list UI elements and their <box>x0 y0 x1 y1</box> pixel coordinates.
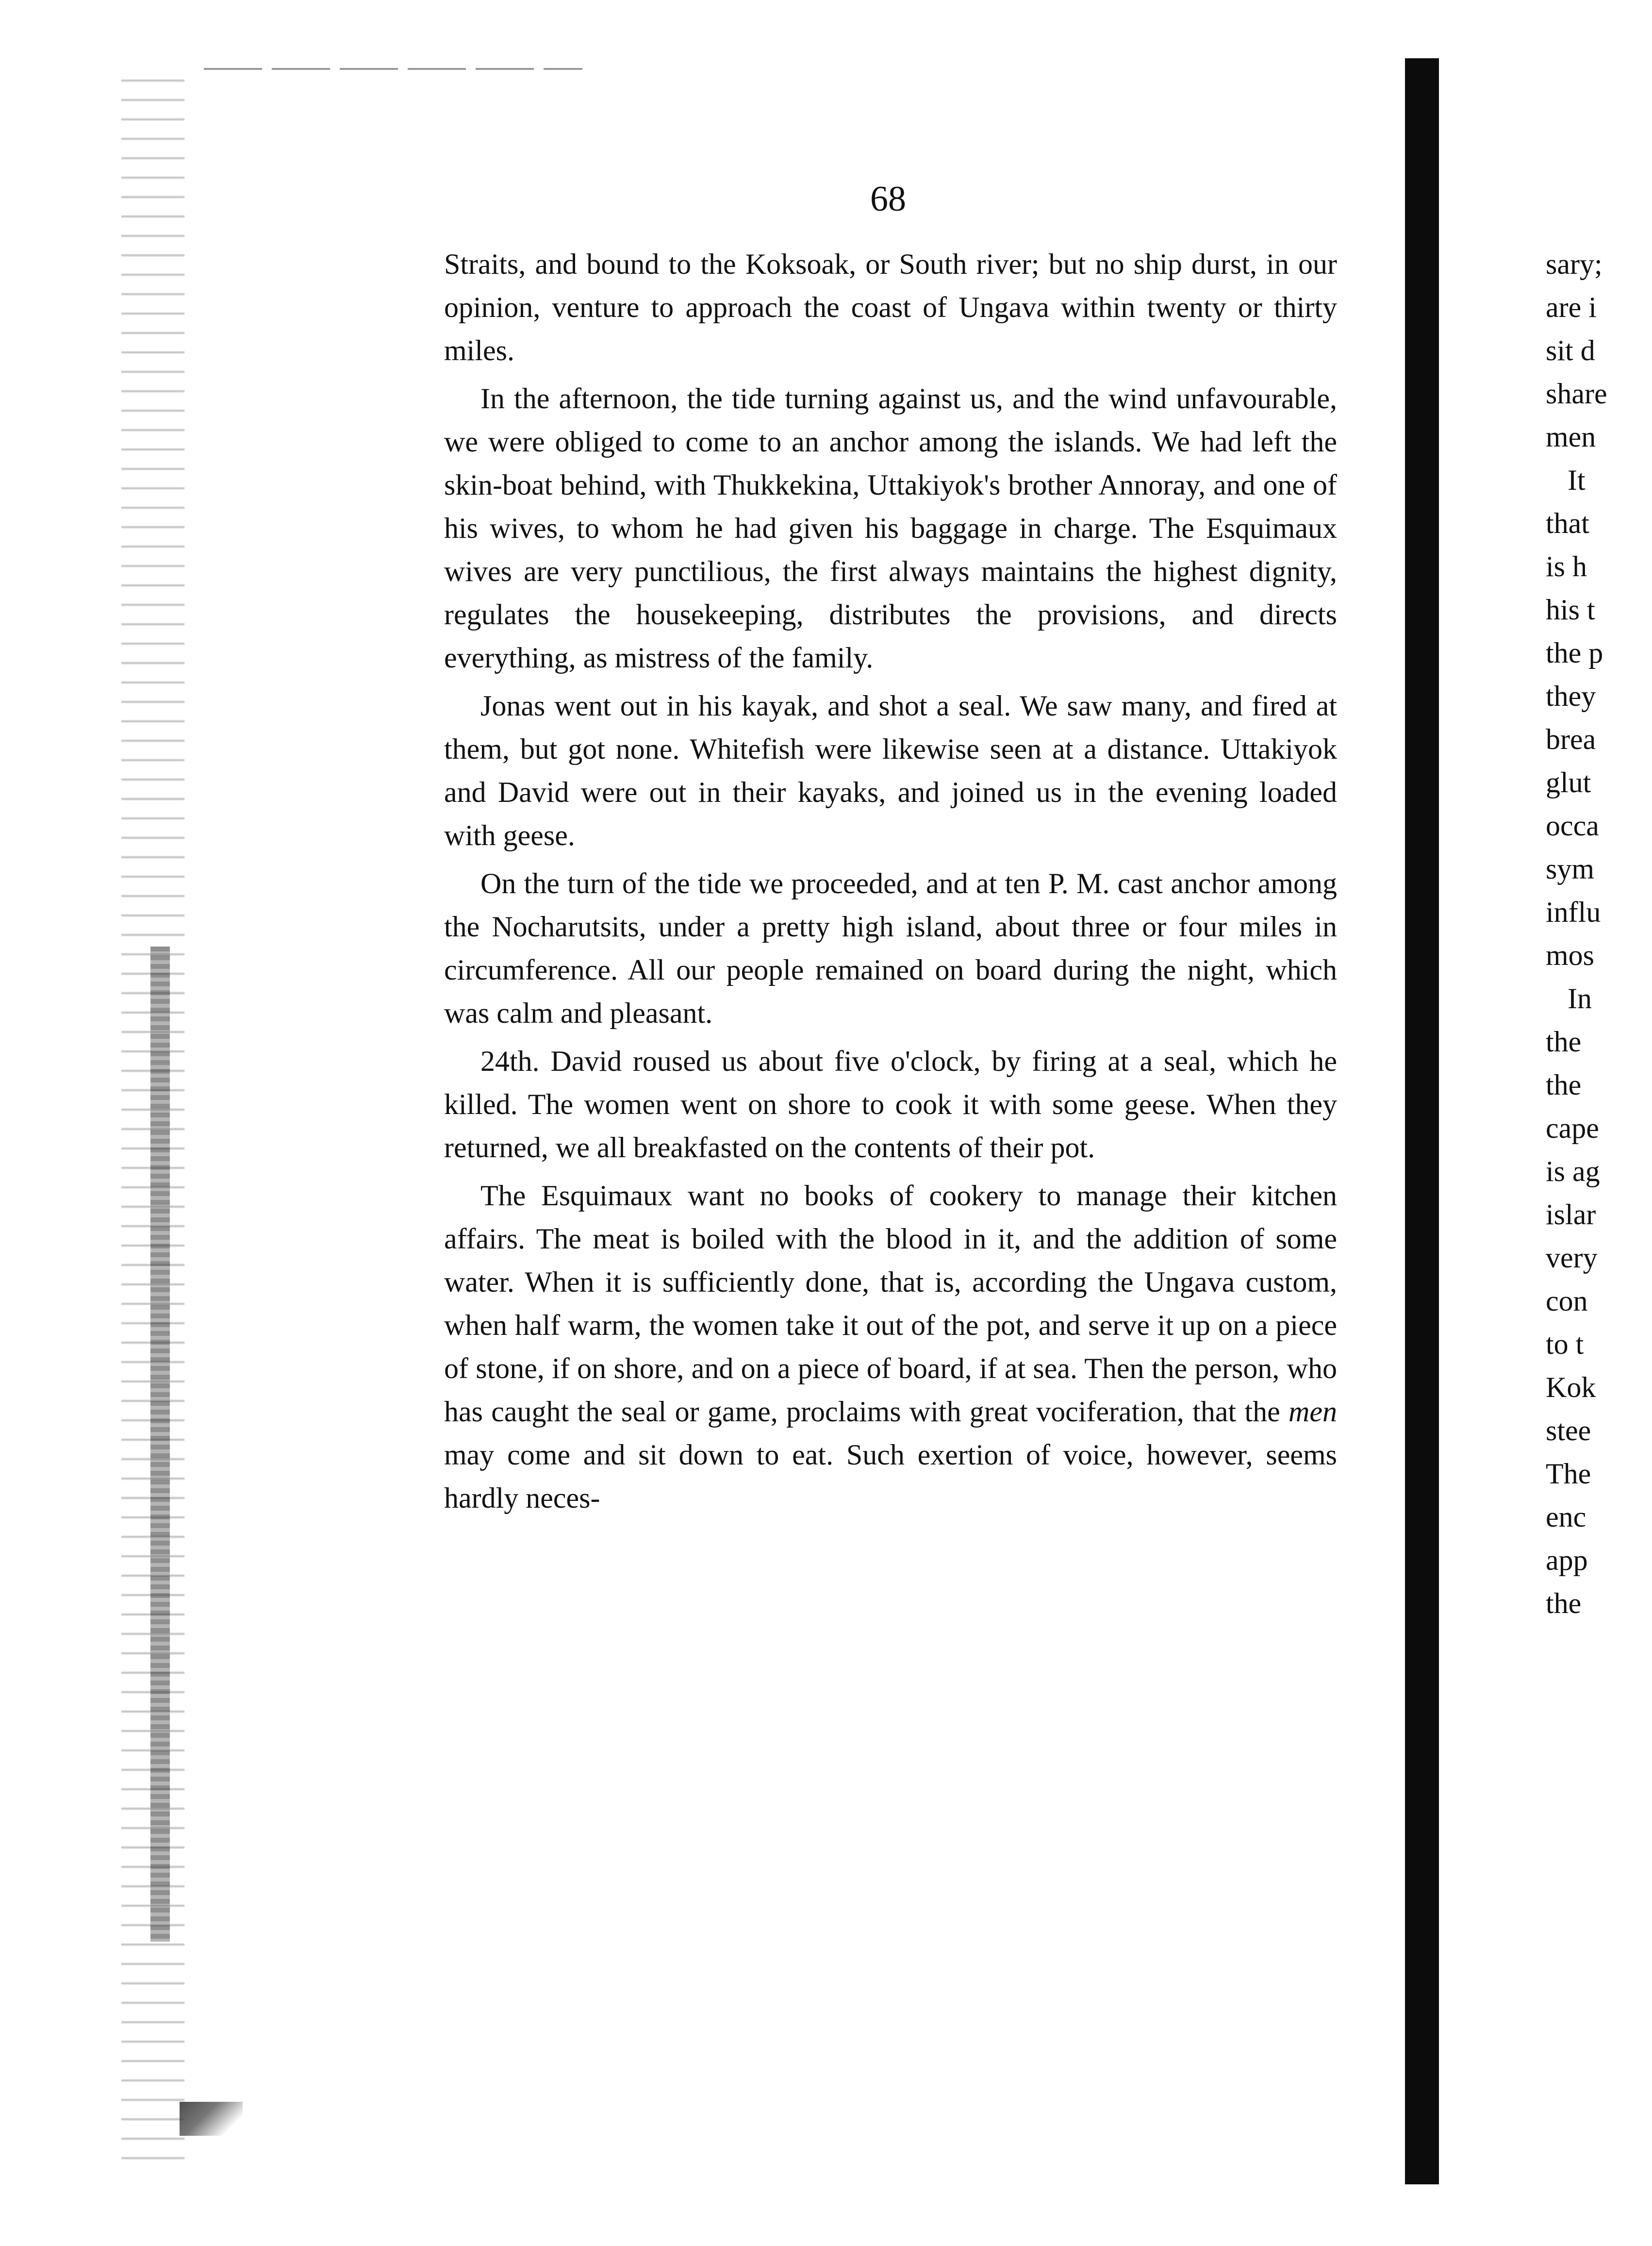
page-number: 68 <box>870 179 906 219</box>
paragraph-1: Straits, and bound to the Koksoak, or South river; but no ship durst, in our opinion, venture to approach the coast of Ungava within twenty or thirty miles. <box>444 248 1337 366</box>
facing-line: they <box>1546 680 1596 712</box>
facing-line: cape <box>1546 1112 1599 1144</box>
facing-line: enc <box>1546 1501 1586 1533</box>
facing-line: the p <box>1546 637 1603 669</box>
facing-line: the <box>1546 1026 1582 1058</box>
facing-line: The <box>1546 1458 1591 1490</box>
facing-line: con <box>1546 1285 1588 1317</box>
book-binding-gutter <box>1405 58 1439 2184</box>
paragraph-3: Jonas went out in his kayak, and shot a seal. We saw many, and fired at them, but got none. Whitefish were likewise seen at a distance. Uttakiyok and David were out in their kayaks, and joined us in the evening loaded with geese. <box>444 690 1337 851</box>
paragraph-5: 24th. David roused us about five o'clock, by firing at a seal, which he killed. The women went on shore to cook it with some geese. When they returned, we all breakfasted on the contents of their pot. <box>444 1045 1337 1164</box>
facing-line: brea <box>1546 723 1596 755</box>
facing-line: stee <box>1546 1414 1591 1447</box>
facing-line: islar <box>1546 1198 1596 1231</box>
facing-line: It <box>1568 464 1586 496</box>
paragraph-6-text-a: The Esquimaux want no books of cookery to manage their kitchen affairs. The meat is boiled with the blood in it, and the addition of some water. When it is sufficiently done, that is, according the Ungava custom, when half warm, the women take it out of the pot, and serve it up on a piece of stone, if on shore, and on a piece of board, if at sea. Then the person, who has caught the seal or game, proclaims with great vociferation, that the <box>444 1180 1337 1428</box>
facing-line: sit d <box>1546 334 1595 366</box>
paragraph-6-emphasis: men <box>1289 1396 1337 1428</box>
paragraph-6-text-b: may come and sit down to eat. Such exertion of voice, however, seems hardly neces- <box>444 1439 1337 1514</box>
facing-line: glut <box>1546 766 1591 799</box>
paragraph-4: On the turn of the tide we proceeded, and at ten P. M. cast anchor among the Nocharutsits, under a pretty high island, about three or four miles in circumference. All our people remained on board during the night, which was calm and pleasant. <box>444 867 1337 1029</box>
scan-top-rule <box>204 68 582 70</box>
facing-line: occa <box>1546 810 1599 842</box>
facing-line: influ <box>1546 896 1601 928</box>
scan-corner-smudge <box>180 2102 243 2136</box>
facing-line: his t <box>1546 594 1595 626</box>
facing-page-fragment <box>1546 243 1652 1625</box>
facing-line: share <box>1546 378 1607 410</box>
facing-line: that <box>1546 507 1589 539</box>
facing-line: are i <box>1546 291 1597 323</box>
facing-line: the <box>1546 1587 1582 1619</box>
scan-left-edge-shadow <box>150 947 170 1942</box>
paragraph-2: In the afternoon, the tide turning against us, and the wind unfavourable, we were obliged to come to an anchor among the islands. We had left the skin-boat behind, with Thukkekina, Uttakiyok's brother Annoray, and one of his wives, to whom he had given his baggage in charge. The Esquimaux wives are very punctilious, the first always maintains the highest dignity, regulates the housekeeping, distributes the provisions, and directs everything, as mistress of the family. <box>444 383 1337 674</box>
facing-line: the <box>1546 1069 1582 1101</box>
facing-line: Kok <box>1546 1371 1596 1403</box>
facing-line: very <box>1546 1242 1598 1274</box>
facing-line: sary; <box>1546 248 1602 280</box>
facing-line: is ag <box>1546 1155 1600 1187</box>
facing-line: to t <box>1546 1328 1584 1360</box>
paragraph-6 <box>444 1174 1337 1520</box>
facing-line: is h <box>1546 550 1587 582</box>
facing-line: app <box>1546 1544 1588 1576</box>
facing-line: mos <box>1546 939 1595 971</box>
facing-line: men <box>1546 421 1596 453</box>
facing-line: In <box>1568 982 1592 1015</box>
facing-line: sym <box>1546 853 1595 885</box>
main-text-block <box>444 243 1337 1525</box>
